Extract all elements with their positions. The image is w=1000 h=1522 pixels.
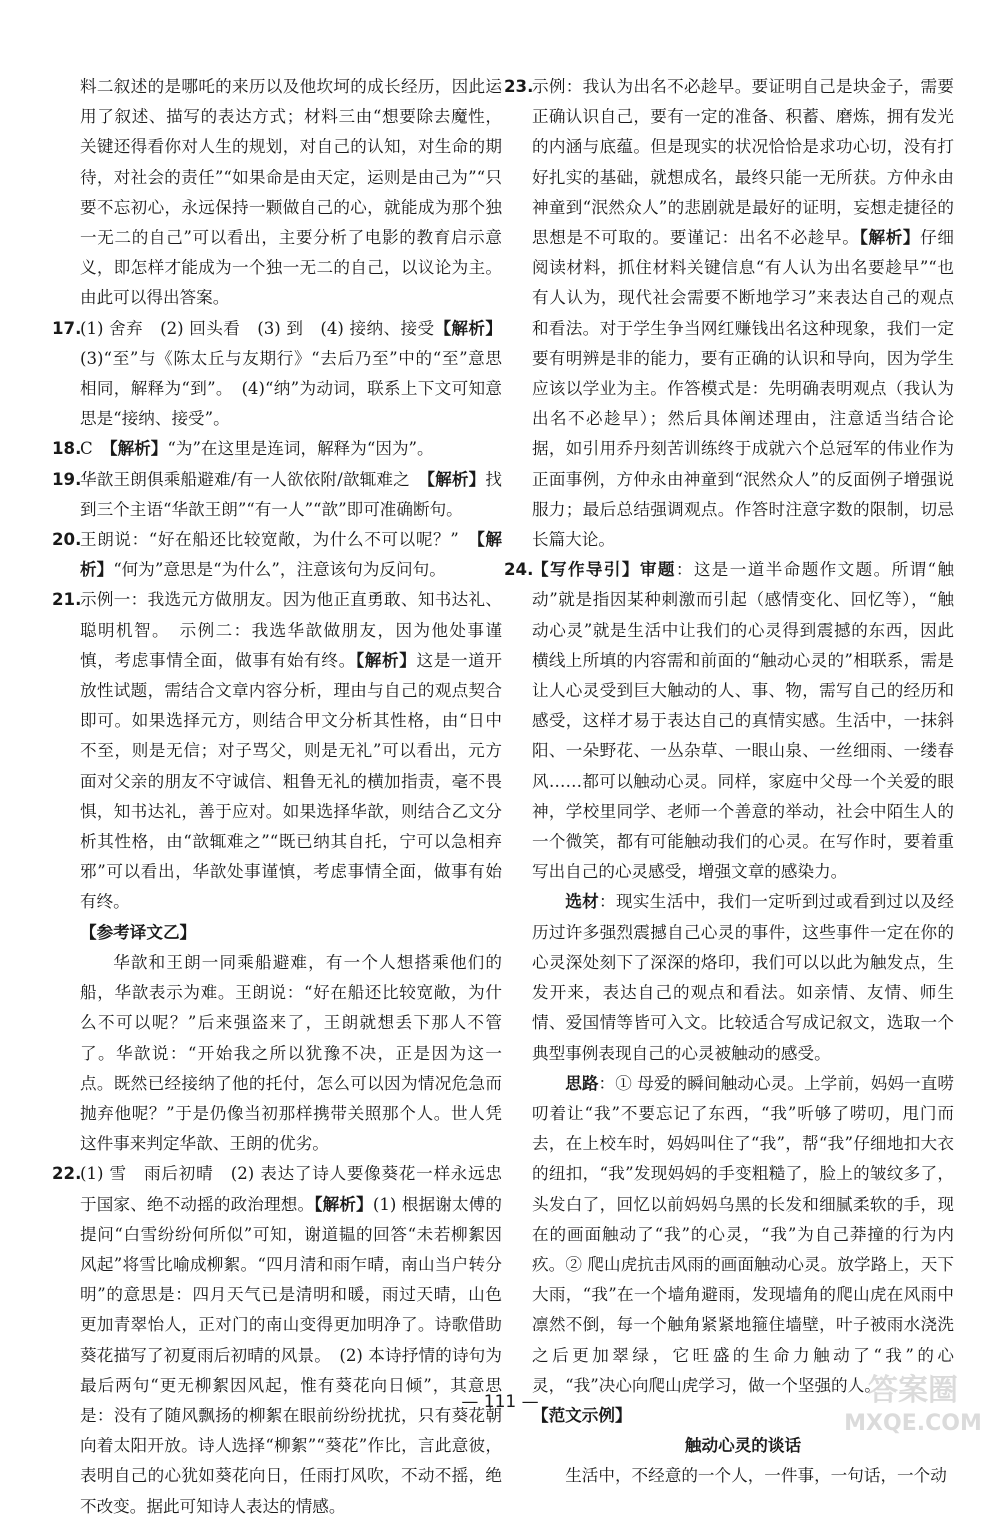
watermark-logo-icon [838,1362,988,1442]
q18-analysis-tag: 【解析】 [109,439,168,459]
q24-xuancai [504,887,954,1068]
q23-number: 23. [504,77,534,96]
question-18 [52,434,502,464]
q19-answer: 华歆王朗俱乘船避难/有一人欲依附/歆辄难之 [80,469,427,489]
q21-analysis-tag: 【解析】 [355,650,417,670]
reference-translation-text: 华歆和王朗一同乘船避难，有一个人想搭乘他们的船，华歆表示为难。王朗说：“好在船还比较宽敞，为什么不可以呢？”后来强盗来了，王朗就想丢下那人不管了。华歆说：“开始我之所以犹豫不决，正是因为这一点。既然已经接纳了他的托付，怎么可以因为情况危急而抛弃他呢？”于是仍像当初那样携带关照那个人。世人凭这件事来判定华歆、王朗的优劣。 [80,952,502,1154]
question-23 [504,72,954,555]
reference-translation-title: 【参考译文乙】 [80,922,197,942]
q23-analysis-tag: 【解析】 [859,228,921,248]
q23-analysis: 仔细阅读材料，抓住材料关键信息“有人认为出名要趁早”“也有人认为，现代社会需要不断地学习”来表达自己的观点和看法。对于学生争当网红赚钱出名这种现象，我们一定要有明辨是非的能力，要有正确的认识和导向，因为学生应该以学业为主。作答模式是：先明确表明观点（我认为出名不必趁早）；然后具体阐述理由，注意适当结合论据，如引用乔丹刻苦训练终于成就六个总冠军的伟业作为正面事例，方仲永由神童到“泯然众人”的反面例子增强说服力；最后总结强调观点。作答时注意字数的限制，切忌长篇大论。 [532,228,955,550]
question-21 [52,585,502,917]
question-20 [52,525,502,585]
q22-answer: (1) 雪 雨后初晴 (2) 表达了诗人要像葵花一样永远忠于国家、绝不动摇的政治理想。 [80,1164,502,1214]
q19-number: 19. [52,469,82,489]
q24-number: 24. [504,560,534,580]
q21-answer: 示例一：我选元方做朋友。因为他正直勇敢、知书达礼、聪明机智。 示例二：我选华歆做朋友，因为他处事谨慎，考虑事情全面，做事有始有终。 [80,590,502,670]
q20-analysis: “何为”意思是“为什么”，注意该句为反问句。 [113,560,446,580]
q24-silu [504,1069,954,1401]
q24-xuancai-text: ：现实生活中，我们一定听到过或看到过以及经历过许多强烈震撼自己心灵的事件，这些事件一定在你的心灵深处刻下了深深的烙印，我们可以以此为触发点，生发开来，表达自己的观点和看法。如亲情、友情、师生情、爱国情等皆可入文。比较适合写成记叙文，选取一个典型事例表现自己的心灵被触动的感受。 [532,892,955,1063]
q23-answer: 示例：我认为出名不必趁早。要证明自己是块金子，需要正确认识自己，要有一定的准备、积蓄、磨炼，拥有发光的内涵与底蕴。但是现实的状况恰恰是求功心切，没有打好扎实的基础，就想成名，最终只能一无所获。方仲永由神童到“泯然众人”的悲剧就是最好的证明，妄想走捷径的思想是不可取的。要谨记：出名不必趁早。 [532,77,954,248]
right-column [504,72,954,1492]
q20-number: 20. [52,530,82,550]
q24-silu-label: 思路 [565,1073,599,1093]
q18-analysis: “为”在这里是连词，解释为“因为”。 [167,439,434,459]
q22-analysis-tag: 【解析】 [314,1194,373,1214]
q17-analysis-tag: 【解析】 [434,318,502,338]
model-essay-text: 生活中，不经意的一个人，一件事，一句话，一个动 [565,1466,947,1486]
question-19 [52,465,502,525]
q19-analysis: 找到三个主语“华歆王朗”“有一人”“歆”即可准确断句。 [80,469,502,519]
q24-shenti-label: 审题 [639,560,676,580]
q21-analysis: 这是一道开放性试题，需结合文章内容分析，理由与自己的观点契合即可。如果选择元方，则结合甲文分析其性格，由“日中不至，则是无信；对子骂父，则是无礼”可以看出，元方面对父亲的朋友不守诚信、粗鲁无礼的横加指责，毫不畏惧，知书达礼，善于应对。如果选择华歆，则结合乙文分析其性格，由“歆辄难之”“既已纳其自托，宁可以急相弃邪”可以看出，华歆处事谨慎，考虑事情全面，做事有始有终。 [80,650,503,912]
model-essay-label: 【范文示例】 [532,1405,632,1425]
question-24 [504,555,954,887]
q17-analysis: (3)“至”与《陈太丘与友期行》“去后乃至”中的“至”意思相同，解释为“到”。 (4)“纳”为动词，联系上下文可知意思是“接纳、接受”。 [80,348,502,429]
q19-analysis-tag: 【解析】 [426,469,486,489]
q20-answer: 王朗说：“好在船还比较宽敞，为什么不可以呢？” [80,530,477,550]
q20-analysis-tag: 【解析】 [80,530,503,580]
left-column [52,72,502,1522]
q16-continuation: 料二叙述的是哪吒的来历以及他坎坷的成长经历，因此运用了叙述、描写的表达方式；材料三由“想要除去魔性，关键还得看你对人生的规划，对自己的认知，对生命的期待，对社会的责任”“如果命是由天定，运则是由己为”“只要不忘初心，永远保持一颗做自己的心，就能成为那个独一无二的自己”可以看出，主要分析了电影的教育启示意义，即怎样才能成为一个独一无二的自己，以议论为主。由此可以得出答案。 [80,77,502,308]
page-number: — 111 — [461,1392,539,1412]
q24-silu-text: ：① 母爱的瞬间触动心灵。上学前，妈妈一直唠叨着让“我”不要忘记了东西，“我”听够了唠叨，甩门而去，在上校车时，妈妈叫住了“我”，帮“我”仔细地扣大衣的纽扣，“我”发现妈妈的手变粗糙了，脸上的皱纹多了，头发白了，回忆以前妈妈乌黑的长发和细腻柔软的手，现在的画面触动了“我”的心灵，“我”为自己莽撞的行为内疚。② 爬山虎抗击风雨的画面触动心灵。放学路上，天下大雨，“我”在一个墙角避雨，发现墙角的爬山虎在风雨中凛然不倒，每一个触角紧紧地箍住墙壁，叶子被雨水浇洗之后更加翠绿，它旺盛的生命力触动了“我”的心灵，“我”决心向爬山虎学习，做一个坚强的人。 [532,1073,955,1395]
model-essay-title: 触动心灵的谈话 [684,1436,802,1456]
q22-number: 22. [52,1164,82,1184]
watermark-text-main: 答案圈 [868,1373,958,1408]
q24-xuancai-label: 选材 [565,892,600,912]
q17-answer: (1) 舍弃 (2) 回头看 (3) 到 (4) 接纳、接受 [80,318,435,338]
q21-number: 21. [52,590,82,610]
question-17 [52,314,502,435]
q18-number: 18. [52,439,82,459]
q24-guide-tag: 【写作导引】 [532,560,640,580]
q17-number: 17. [52,318,82,338]
q18-answer: C [80,439,110,459]
q22-analysis: (1) 根据谢太傅的提问“白雪纷纷何所似”可知，谢道韫的回答“未若柳絮因风起”将雪比喻成柳絮。“四月清和雨乍晴，南山当户转分明”的意思是：四月天气已是清明和暖，雨过天晴，山色更加青翠怡人，正对门的南山变得更加明净了。诗歌借助葵花描写了初夏雨后初晴的风景。 (2) 本诗抒情的诗句为最后两句“更无柳絮因风起，惟有葵花向日倾”，其意思是：没有了随风飘扬的柳絮在眼前纷纷扰扰，只有葵花朝向着太阳开放。诗人选择“柳絮”“葵花”作比，言此意彼，表明自己的心犹如葵花向日，任雨打风吹，不动不摇，绝不改变。据此可知诗人表达的情感。 [80,1194,503,1516]
watermark-text-url: MXQE.COM [844,1411,982,1436]
question-22 [52,1159,502,1521]
q24-shenti-text: ：这是一道半命题作文题。所谓“触动”就是指因某种刺激而引起（感情变化、回忆等），“触动心灵”就是生活中让我们的心灵得到震撼的东西，因此横线上所填的内容需和前面的“触动心灵的”相联系，需是让人心灵受到巨大触动的人、事、物，需写自己的经历和感受，这样才易于表达自己的真情实感。生活中，一抹斜阳、一朵野花、一丛杂草、一眼山泉、一丝细雨、一缕春风……都可以触动心灵。同样，家庭中父母一个关爱的眼神，学校里同学、老师一个善意的举动，社会中陌生人的一个微笑，都有可能触动我们的心灵。在写作时，要着重写出自己的心灵感受，增强文章的感染力。 [532,560,955,882]
